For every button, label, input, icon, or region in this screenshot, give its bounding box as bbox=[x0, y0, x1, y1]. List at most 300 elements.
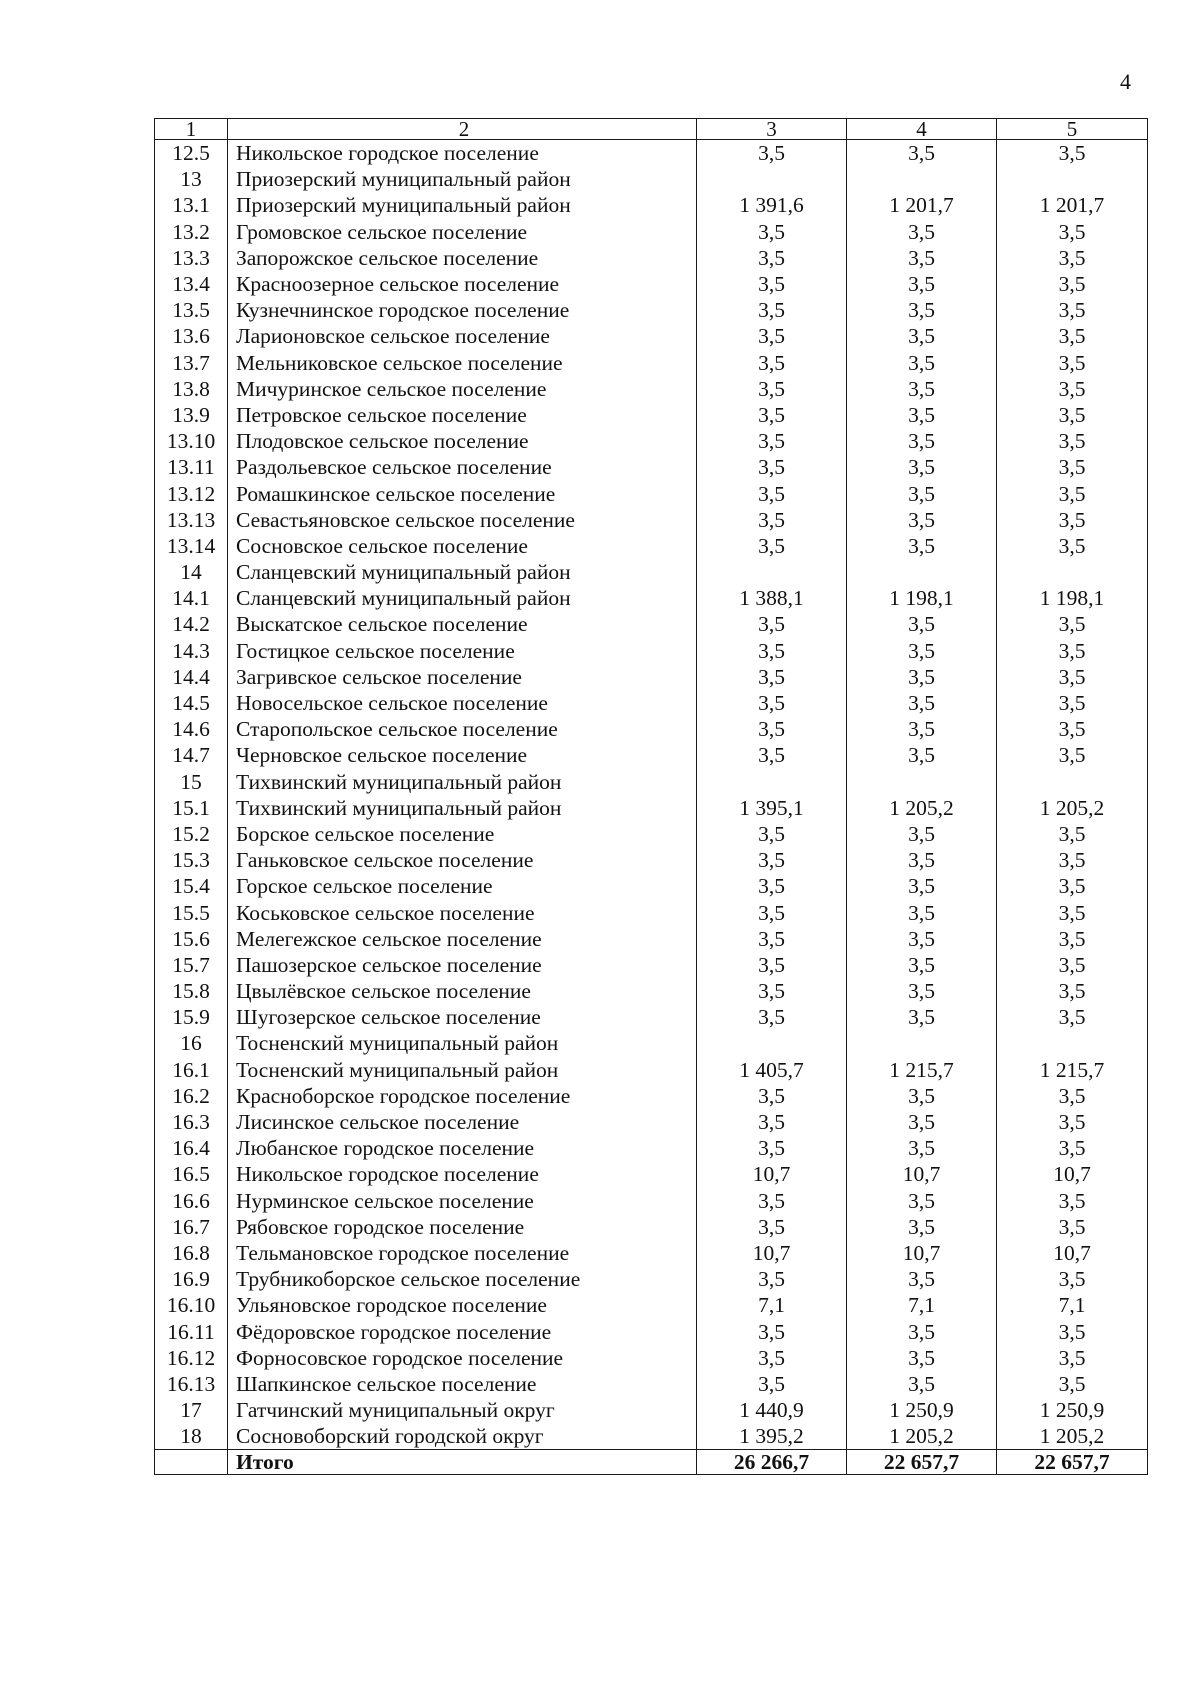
territory-name: Тосненский муниципальный район bbox=[228, 1057, 697, 1083]
territory-name: Ларионовское сельское поселение bbox=[228, 323, 697, 349]
territory-name: Петровское сельское поселение bbox=[228, 402, 697, 428]
value-col-4: 3,5 bbox=[847, 402, 997, 428]
value-col-4: 3,5 bbox=[847, 742, 997, 768]
value-col-5: 3,5 bbox=[997, 664, 1148, 690]
value-col-3: 1 395,2 bbox=[697, 1423, 847, 1450]
territory-name: Коськовское сельское поселение bbox=[228, 899, 697, 925]
row-number: 13 bbox=[155, 166, 228, 192]
total-value: 26 266,7 bbox=[697, 1450, 847, 1475]
total-row-number bbox=[155, 1450, 228, 1475]
value-col-5: 3,5 bbox=[997, 926, 1148, 952]
value-col-4: 3,5 bbox=[847, 1345, 997, 1371]
table-row bbox=[155, 795, 1148, 821]
value-col-4: 3,5 bbox=[847, 480, 997, 506]
row-number: 13.9 bbox=[155, 402, 228, 428]
row-number: 14.2 bbox=[155, 611, 228, 637]
territory-name: Фёдоровское городское поселение bbox=[228, 1318, 697, 1344]
row-number: 14.7 bbox=[155, 742, 228, 768]
table-row bbox=[155, 926, 1148, 952]
column-header: 5 bbox=[997, 119, 1148, 140]
table-row bbox=[155, 533, 1148, 559]
value-col-4: 3,5 bbox=[847, 140, 997, 167]
value-col-3: 3,5 bbox=[697, 507, 847, 533]
value-col-3: 3,5 bbox=[697, 1083, 847, 1109]
value-col-3: 3,5 bbox=[697, 454, 847, 480]
value-col-4: 3,5 bbox=[847, 952, 997, 978]
table-row bbox=[155, 140, 1148, 167]
row-number: 14.5 bbox=[155, 690, 228, 716]
territory-name: Сосновское сельское поселение bbox=[228, 533, 697, 559]
value-col-5: 3,5 bbox=[997, 1266, 1148, 1292]
value-col-3: 3,5 bbox=[697, 638, 847, 664]
column-header: 1 bbox=[155, 119, 228, 140]
value-col-4 bbox=[847, 559, 997, 585]
row-number: 13.7 bbox=[155, 350, 228, 376]
value-col-4: 3,5 bbox=[847, 1188, 997, 1214]
territory-name: Раздольевское сельское поселение bbox=[228, 454, 697, 480]
value-col-3: 3,5 bbox=[697, 245, 847, 271]
value-col-3 bbox=[697, 1030, 847, 1056]
row-number: 15.1 bbox=[155, 795, 228, 821]
territory-name: Громовское сельское поселение bbox=[228, 219, 697, 245]
row-number: 16.8 bbox=[155, 1240, 228, 1266]
table-row bbox=[155, 847, 1148, 873]
table-row bbox=[155, 1292, 1148, 1318]
value-col-5: 3,5 bbox=[997, 1004, 1148, 1030]
row-number: 13.11 bbox=[155, 454, 228, 480]
value-col-4: 1 250,9 bbox=[847, 1397, 997, 1423]
value-col-5: 1 198,1 bbox=[997, 585, 1148, 611]
table-row bbox=[155, 192, 1148, 218]
value-col-3: 3,5 bbox=[697, 1004, 847, 1030]
table-row bbox=[155, 638, 1148, 664]
value-col-5: 3,5 bbox=[997, 271, 1148, 297]
value-col-3: 3,5 bbox=[697, 140, 847, 167]
row-number: 15 bbox=[155, 769, 228, 795]
value-col-5: 3,5 bbox=[997, 1083, 1148, 1109]
value-col-3: 3,5 bbox=[697, 1266, 847, 1292]
row-number: 15.2 bbox=[155, 821, 228, 847]
value-col-5: 3,5 bbox=[997, 1135, 1148, 1161]
value-col-3: 3,5 bbox=[697, 873, 847, 899]
table-row bbox=[155, 1423, 1148, 1450]
territory-name: Форносовское городское поселение bbox=[228, 1345, 697, 1371]
table-row bbox=[155, 1004, 1148, 1030]
row-number: 12.5 bbox=[155, 140, 228, 167]
row-number: 13.3 bbox=[155, 245, 228, 271]
territory-name: Борское сельское поселение bbox=[228, 821, 697, 847]
value-col-5: 3,5 bbox=[997, 1345, 1148, 1371]
row-number: 14.6 bbox=[155, 716, 228, 742]
row-number: 15.3 bbox=[155, 847, 228, 873]
value-col-3 bbox=[697, 769, 847, 795]
territory-name: Ромашкинское сельское поселение bbox=[228, 480, 697, 506]
territory-name: Приозерский муниципальный район bbox=[228, 192, 697, 218]
row-number: 13.14 bbox=[155, 533, 228, 559]
value-col-4: 3,5 bbox=[847, 297, 997, 323]
territory-name: Мельниковское сельское поселение bbox=[228, 350, 697, 376]
value-col-5: 3,5 bbox=[997, 1371, 1148, 1397]
value-col-5: 3,5 bbox=[997, 821, 1148, 847]
value-col-5: 3,5 bbox=[997, 454, 1148, 480]
value-col-4: 1 198,1 bbox=[847, 585, 997, 611]
value-col-4: 3,5 bbox=[847, 847, 997, 873]
row-number: 16.6 bbox=[155, 1188, 228, 1214]
row-number: 15.7 bbox=[155, 952, 228, 978]
value-col-5: 3,5 bbox=[997, 219, 1148, 245]
value-col-4: 3,5 bbox=[847, 219, 997, 245]
table-row bbox=[155, 1109, 1148, 1135]
column-header: 3 bbox=[697, 119, 847, 140]
row-number: 16.9 bbox=[155, 1266, 228, 1292]
table-row bbox=[155, 899, 1148, 925]
value-col-4: 3,5 bbox=[847, 1214, 997, 1240]
value-col-4: 3,5 bbox=[847, 454, 997, 480]
territory-name: Сланцевский муниципальный район bbox=[228, 559, 697, 585]
value-col-3: 3,5 bbox=[697, 952, 847, 978]
value-col-3: 3,5 bbox=[697, 1318, 847, 1344]
territory-name: Севастьяновское сельское поселение bbox=[228, 507, 697, 533]
value-col-5: 10,7 bbox=[997, 1161, 1148, 1187]
row-number: 13.8 bbox=[155, 376, 228, 402]
table-row bbox=[155, 769, 1148, 795]
row-number: 14.1 bbox=[155, 585, 228, 611]
territory-name: Рябовское городское поселение bbox=[228, 1214, 697, 1240]
table-row bbox=[155, 297, 1148, 323]
value-col-3: 3,5 bbox=[697, 690, 847, 716]
row-number: 13.10 bbox=[155, 428, 228, 454]
value-col-4 bbox=[847, 166, 997, 192]
row-number: 16.5 bbox=[155, 1161, 228, 1187]
value-col-3: 3,5 bbox=[697, 742, 847, 768]
total-value: 22 657,7 bbox=[997, 1450, 1148, 1475]
table-row bbox=[155, 821, 1148, 847]
row-number: 16.10 bbox=[155, 1292, 228, 1318]
territory-name: Выскатское сельское поселение bbox=[228, 611, 697, 637]
total-value: 22 657,7 bbox=[847, 1450, 997, 1475]
row-number: 13.5 bbox=[155, 297, 228, 323]
value-col-4: 1 201,7 bbox=[847, 192, 997, 218]
value-col-5: 3,5 bbox=[997, 899, 1148, 925]
value-col-5: 1 205,2 bbox=[997, 795, 1148, 821]
territory-name: Красноборское городское поселение bbox=[228, 1083, 697, 1109]
value-col-4: 3,5 bbox=[847, 1004, 997, 1030]
value-col-3: 3,5 bbox=[697, 1214, 847, 1240]
value-col-5: 3,5 bbox=[997, 1214, 1148, 1240]
value-col-5: 3,5 bbox=[997, 428, 1148, 454]
row-number: 15.6 bbox=[155, 926, 228, 952]
value-col-3: 3,5 bbox=[697, 611, 847, 637]
row-number: 15.4 bbox=[155, 873, 228, 899]
value-col-5 bbox=[997, 769, 1148, 795]
table-row bbox=[155, 611, 1148, 637]
value-col-3: 3,5 bbox=[697, 1371, 847, 1397]
value-col-5: 3,5 bbox=[997, 742, 1148, 768]
row-number: 16 bbox=[155, 1030, 228, 1056]
row-number: 15.9 bbox=[155, 1004, 228, 1030]
value-col-4: 1 205,2 bbox=[847, 1423, 997, 1450]
territory-name: Сосновоборский городской округ bbox=[228, 1423, 697, 1450]
table-row bbox=[155, 1318, 1148, 1344]
value-col-3: 3,5 bbox=[697, 271, 847, 297]
value-col-4: 1 215,7 bbox=[847, 1057, 997, 1083]
value-col-5: 3,5 bbox=[997, 978, 1148, 1004]
value-col-5: 3,5 bbox=[997, 1109, 1148, 1135]
row-number: 16.12 bbox=[155, 1345, 228, 1371]
territory-name: Красноозерное сельское поселение bbox=[228, 271, 697, 297]
territory-name: Плодовское сельское поселение bbox=[228, 428, 697, 454]
value-col-4 bbox=[847, 769, 997, 795]
value-col-3: 3,5 bbox=[697, 664, 847, 690]
value-col-4: 3,5 bbox=[847, 1266, 997, 1292]
value-col-4: 3,5 bbox=[847, 638, 997, 664]
value-col-5: 1 201,7 bbox=[997, 192, 1148, 218]
value-col-4: 10,7 bbox=[847, 1240, 997, 1266]
value-col-4: 3,5 bbox=[847, 873, 997, 899]
row-number: 13.12 bbox=[155, 480, 228, 506]
value-col-5: 3,5 bbox=[997, 873, 1148, 899]
table-row bbox=[155, 1214, 1148, 1240]
value-col-3: 10,7 bbox=[697, 1161, 847, 1187]
territory-name: Ульяновское городское поселение bbox=[228, 1292, 697, 1318]
table-row bbox=[155, 480, 1148, 506]
value-col-4: 3,5 bbox=[847, 1318, 997, 1344]
territory-name: Гостицкое сельское поселение bbox=[228, 638, 697, 664]
table-row bbox=[155, 507, 1148, 533]
row-number: 14 bbox=[155, 559, 228, 585]
value-col-5: 3,5 bbox=[997, 1318, 1148, 1344]
row-number: 13.2 bbox=[155, 219, 228, 245]
table-row bbox=[155, 323, 1148, 349]
value-col-3: 3,5 bbox=[697, 350, 847, 376]
value-col-3: 3,5 bbox=[697, 716, 847, 742]
row-number: 14.3 bbox=[155, 638, 228, 664]
table-row bbox=[155, 1188, 1148, 1214]
value-col-4: 1 205,2 bbox=[847, 795, 997, 821]
value-col-5: 3,5 bbox=[997, 952, 1148, 978]
row-number: 16.4 bbox=[155, 1135, 228, 1161]
value-col-4: 3,5 bbox=[847, 428, 997, 454]
table-row bbox=[155, 271, 1148, 297]
value-col-4: 3,5 bbox=[847, 376, 997, 402]
value-col-5: 3,5 bbox=[997, 140, 1148, 167]
value-col-4: 3,5 bbox=[847, 926, 997, 952]
territory-name: Трубникоборское сельское поселение bbox=[228, 1266, 697, 1292]
territory-name: Шугозерское сельское поселение bbox=[228, 1004, 697, 1030]
value-col-3: 3,5 bbox=[697, 821, 847, 847]
row-number: 16.3 bbox=[155, 1109, 228, 1135]
total-row bbox=[155, 1450, 1148, 1475]
value-col-3: 3,5 bbox=[697, 978, 847, 1004]
value-col-5: 3,5 bbox=[997, 533, 1148, 559]
value-col-4: 3,5 bbox=[847, 978, 997, 1004]
territory-name: Цвылёвское сельское поселение bbox=[228, 978, 697, 1004]
value-col-3: 3,5 bbox=[697, 219, 847, 245]
row-number: 17 bbox=[155, 1397, 228, 1423]
value-col-4: 3,5 bbox=[847, 899, 997, 925]
value-col-3: 3,5 bbox=[697, 1109, 847, 1135]
value-col-3: 3,5 bbox=[697, 1188, 847, 1214]
table-row bbox=[155, 1057, 1148, 1083]
row-number: 13.4 bbox=[155, 271, 228, 297]
row-number: 16.7 bbox=[155, 1214, 228, 1240]
total-label: Итого bbox=[228, 1450, 697, 1475]
value-col-4: 3,5 bbox=[847, 690, 997, 716]
row-number: 13.6 bbox=[155, 323, 228, 349]
value-col-5: 3,5 bbox=[997, 611, 1148, 637]
value-col-3: 3,5 bbox=[697, 428, 847, 454]
territory-name: Гатчинский муниципальный округ bbox=[228, 1397, 697, 1423]
value-col-4: 3,5 bbox=[847, 350, 997, 376]
value-col-3: 3,5 bbox=[697, 1135, 847, 1161]
row-number: 16.13 bbox=[155, 1371, 228, 1397]
value-col-5: 3,5 bbox=[997, 1188, 1148, 1214]
territory-name: Нурминское сельское поселение bbox=[228, 1188, 697, 1214]
value-col-3 bbox=[697, 559, 847, 585]
table-row bbox=[155, 952, 1148, 978]
value-col-5: 10,7 bbox=[997, 1240, 1148, 1266]
value-col-3: 10,7 bbox=[697, 1240, 847, 1266]
table-row bbox=[155, 376, 1148, 402]
value-col-5: 1 250,9 bbox=[997, 1397, 1148, 1423]
territory-name: Тихвинский муниципальный район bbox=[228, 769, 697, 795]
territory-name: Горское сельское поселение bbox=[228, 873, 697, 899]
table-row bbox=[155, 978, 1148, 1004]
page-number: 4 bbox=[1120, 69, 1131, 94]
row-number: 15.8 bbox=[155, 978, 228, 1004]
value-col-3: 1 405,7 bbox=[697, 1057, 847, 1083]
value-col-5: 3,5 bbox=[997, 847, 1148, 873]
territory-name: Любанское городское поселение bbox=[228, 1135, 697, 1161]
table-row bbox=[155, 873, 1148, 899]
territory-name: Мичуринское сельское поселение bbox=[228, 376, 697, 402]
value-col-5: 3,5 bbox=[997, 402, 1148, 428]
value-col-3: 3,5 bbox=[697, 1345, 847, 1371]
value-col-4: 3,5 bbox=[847, 1371, 997, 1397]
row-number: 16.2 bbox=[155, 1083, 228, 1109]
value-col-4: 3,5 bbox=[847, 507, 997, 533]
value-col-4: 3,5 bbox=[847, 1083, 997, 1109]
row-number: 14.4 bbox=[155, 664, 228, 690]
value-col-5: 3,5 bbox=[997, 716, 1148, 742]
value-col-3: 3,5 bbox=[697, 480, 847, 506]
table-row bbox=[155, 1030, 1148, 1056]
row-number: 13.13 bbox=[155, 507, 228, 533]
value-col-4: 10,7 bbox=[847, 1161, 997, 1187]
territory-name: Кузнечнинское городское поселение bbox=[228, 297, 697, 323]
table-row bbox=[155, 1371, 1148, 1397]
value-col-3: 3,5 bbox=[697, 297, 847, 323]
row-number: 16.11 bbox=[155, 1318, 228, 1344]
value-col-3: 3,5 bbox=[697, 926, 847, 952]
table-row bbox=[155, 559, 1148, 585]
table-row bbox=[155, 690, 1148, 716]
value-col-3: 1 440,9 bbox=[697, 1397, 847, 1423]
value-col-5: 7,1 bbox=[997, 1292, 1148, 1318]
value-col-4: 7,1 bbox=[847, 1292, 997, 1318]
row-number: 18 bbox=[155, 1423, 228, 1450]
table-row bbox=[155, 1135, 1148, 1161]
table-row bbox=[155, 585, 1148, 611]
value-col-3: 3,5 bbox=[697, 376, 847, 402]
value-col-4: 3,5 bbox=[847, 664, 997, 690]
column-header: 4 bbox=[847, 119, 997, 140]
row-number: 15.5 bbox=[155, 899, 228, 925]
table-row bbox=[155, 716, 1148, 742]
territory-name: Запорожское сельское поселение bbox=[228, 245, 697, 271]
value-col-5: 1 215,7 bbox=[997, 1057, 1148, 1083]
table-row bbox=[155, 1345, 1148, 1371]
table-row bbox=[155, 428, 1148, 454]
value-col-4 bbox=[847, 1030, 997, 1056]
value-col-3: 3,5 bbox=[697, 533, 847, 559]
territory-name: Приозерский муниципальный район bbox=[228, 166, 697, 192]
table-row bbox=[155, 166, 1148, 192]
value-col-5: 3,5 bbox=[997, 690, 1148, 716]
territory-name: Новосельское сельское поселение bbox=[228, 690, 697, 716]
value-col-4: 3,5 bbox=[847, 533, 997, 559]
table-row bbox=[155, 1397, 1148, 1423]
territory-name: Тосненский муниципальный район bbox=[228, 1030, 697, 1056]
value-col-5 bbox=[997, 1030, 1148, 1056]
value-col-4: 3,5 bbox=[847, 611, 997, 637]
value-col-4: 3,5 bbox=[847, 1109, 997, 1135]
value-col-4: 3,5 bbox=[847, 245, 997, 271]
value-col-3: 3,5 bbox=[697, 899, 847, 925]
table-body bbox=[155, 140, 1148, 1475]
territory-name: Старопольское сельское поселение bbox=[228, 716, 697, 742]
territory-name: Загривское сельское поселение bbox=[228, 664, 697, 690]
row-number: 16.1 bbox=[155, 1057, 228, 1083]
territory-name: Ганьковское сельское поселение bbox=[228, 847, 697, 873]
table-row bbox=[155, 1083, 1148, 1109]
allocation-table bbox=[154, 118, 1148, 1475]
value-col-5 bbox=[997, 166, 1148, 192]
territory-name: Лисинское сельское поселение bbox=[228, 1109, 697, 1135]
territory-name: Никольское городское поселение bbox=[228, 1161, 697, 1187]
table-row bbox=[155, 219, 1148, 245]
value-col-5: 3,5 bbox=[997, 350, 1148, 376]
value-col-3: 3,5 bbox=[697, 402, 847, 428]
value-col-4: 3,5 bbox=[847, 323, 997, 349]
value-col-3: 3,5 bbox=[697, 323, 847, 349]
table-row bbox=[155, 1240, 1148, 1266]
territory-name: Мелегежское сельское поселение bbox=[228, 926, 697, 952]
value-col-5: 3,5 bbox=[997, 638, 1148, 664]
table-row bbox=[155, 245, 1148, 271]
territory-name: Тихвинский муниципальный район bbox=[228, 795, 697, 821]
value-col-3: 3,5 bbox=[697, 847, 847, 873]
territory-name: Черновское сельское поселение bbox=[228, 742, 697, 768]
table-row bbox=[155, 742, 1148, 768]
value-col-4: 3,5 bbox=[847, 271, 997, 297]
table-row bbox=[155, 454, 1148, 480]
table-row bbox=[155, 1161, 1148, 1187]
table-row bbox=[155, 350, 1148, 376]
table-row bbox=[155, 402, 1148, 428]
value-col-5 bbox=[997, 559, 1148, 585]
value-col-5: 3,5 bbox=[997, 507, 1148, 533]
territory-name: Пашозерское сельское поселение bbox=[228, 952, 697, 978]
value-col-3: 1 395,1 bbox=[697, 795, 847, 821]
table-row bbox=[155, 664, 1148, 690]
value-col-3 bbox=[697, 166, 847, 192]
value-col-5: 3,5 bbox=[997, 480, 1148, 506]
value-col-3: 1 391,6 bbox=[697, 192, 847, 218]
territory-name: Тельмановское городское поселение bbox=[228, 1240, 697, 1266]
value-col-5: 1 205,2 bbox=[997, 1423, 1148, 1450]
territory-name: Никольское городское поселение bbox=[228, 140, 697, 167]
